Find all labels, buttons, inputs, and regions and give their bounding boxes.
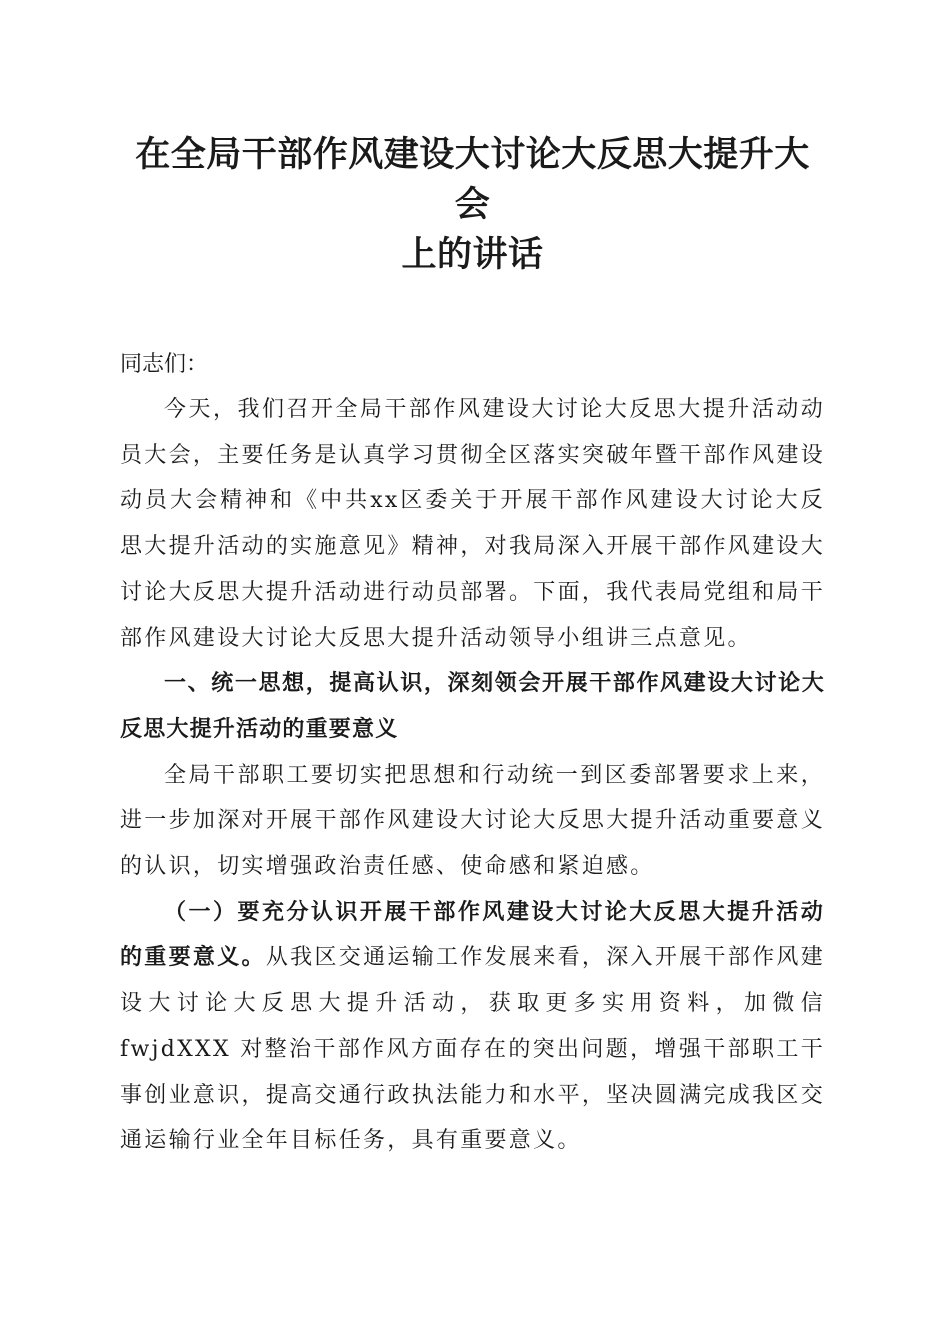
subsection-1 xyxy=(120,890,825,1164)
title-line-2: 上的讲话 xyxy=(401,235,544,275)
title-line-1: 在全局干部作风建设大讨论大反思大提升大会 xyxy=(135,135,810,225)
section-heading-1: 一、统一思想，提高认识，深刻领会开展干部作风建设大讨论大反思大提升活动的重要意义 xyxy=(120,671,825,742)
document-title xyxy=(120,130,825,280)
salutation: 同志们： xyxy=(120,352,209,377)
subsection-1-lead: （一）要充分认识开展干部作风建设大讨论大反思大提升活动的重要意义。 xyxy=(120,898,825,971)
paragraph-intro: 今天，我们召开全局干部作风建设大讨论大反思大提升活动动员大会，主要任务是认真学习贯彻全区落实突破年暨干部作风建设动员大会精神和《中共xx区委关于开展干部作风建设大讨论大反思大提升活动的实施意见》精神，对我局深入开展干部作风建设大讨论大反思大提升活动进行动员部署。下面，我代表局党组和局干部作风建设大讨论大反思大提升活动领导小组讲三点意见。 xyxy=(120,397,825,651)
paragraph-section-1: 全局干部职工要切实把思想和行动统一到区委部署要求上来，进一步加深对开展干部作风建设大讨论大反思大提升活动重要意义的认识，切实增强政治责任感、使命感和紧迫感。 xyxy=(120,762,825,880)
document-page xyxy=(120,130,825,1164)
subsection-1-body: 从我区交通运输工作发展来看，深入开展干部作风建设大讨论大反思大提升活动，获取更多实用资料，加微信 fwjdXXX 对整治干部作风方面存在的突出问题，增强干部职工干事创业意识，提高交通行政执法能力和水平，坚决圆满完成我区交通运输行业全年目标任务，具有重要意义。 xyxy=(120,945,825,1154)
